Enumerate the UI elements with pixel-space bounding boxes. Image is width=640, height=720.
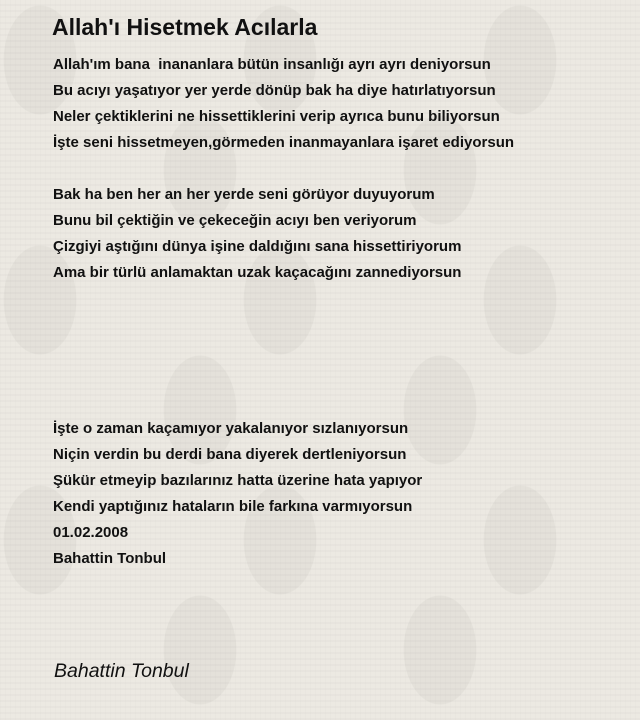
poem-title: Allah'ı Hisetmek Acılarla: [52, 14, 318, 40]
author-signature: Bahattin Tonbul: [54, 660, 189, 682]
poem-body: Allah'ım bana inananlara bütün insanlığı ayrı ayrı deniyorsun Bu acıyı yaşatıyor yer yerde dönüp bak ha diye hatırlatıyorsun Neler çektiklerini ne hissettiklerini verip ayrıca bunu biliyorsun İşte seni hissetmeyen,görmeden inanmayanlara işaret ediyorsun Bak ha ben her an her yerde seni görüyor duyuyorum Bunu bil çektiğin ve çekeceğin acıyı ben veriyorum Çizgiyi aştığını dünya işine daldığını sana hissettiriyorum Ama bir türlü anlamaktan uzak kaçacağını zannediyorsun İşte o zaman kaçamıyor yakalanıyor sızlanıyorsun Niçin verdin bu derdi bana diyerek dertleniyorsun Şükür etmeyip bazılarınız hatta üzerine hata yapıyor Kendi yaptığınız hataların bile farkına varmıyorsun 01.02.2008 Bahattin Tonbul: [53, 56, 515, 567]
